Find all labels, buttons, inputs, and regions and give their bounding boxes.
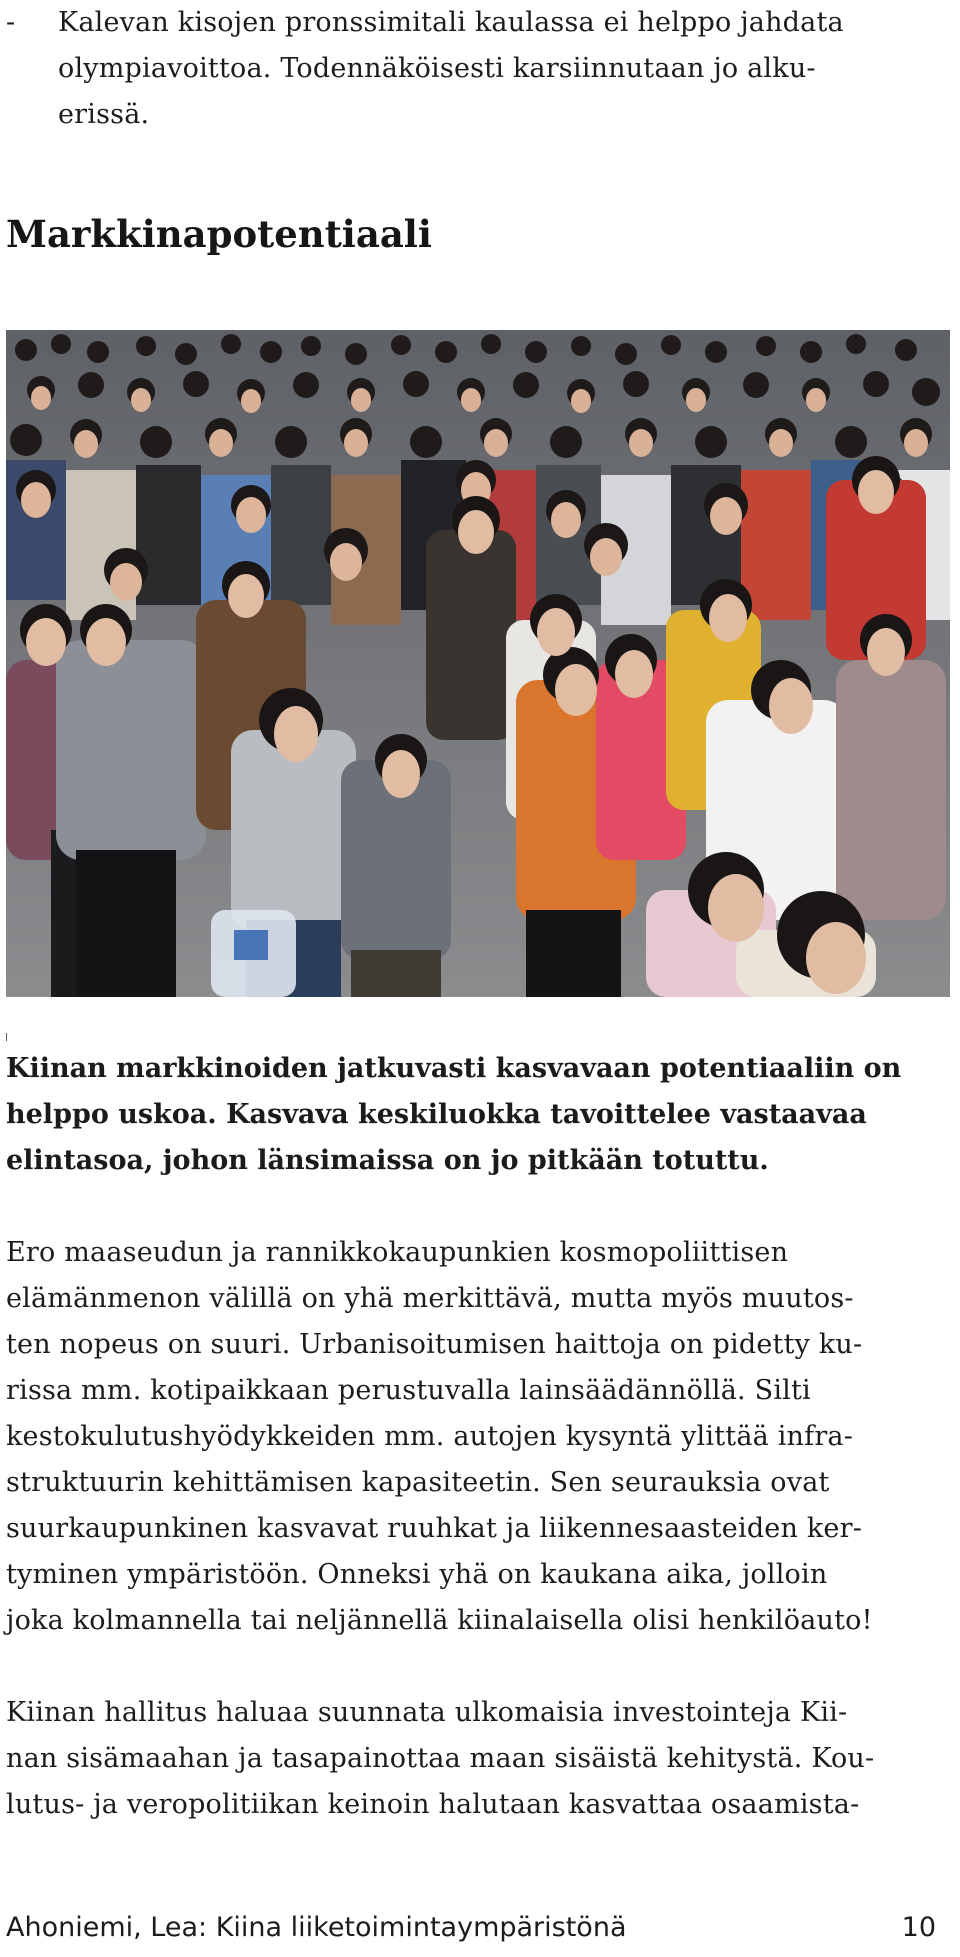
- lead-line: Kiinan markkinoiden jatkuvasti kasvavaan potentiaaliin on: [6, 1053, 902, 1084]
- crowd-photo: [6, 330, 950, 997]
- page-footer: [6, 1912, 936, 1943]
- body-paragraph-2: [6, 1690, 950, 1828]
- paragraph-line: ten nopeus on suuri. Urbanisoitumisen haittoja on pidetty ku-: [6, 1329, 863, 1360]
- paragraph-line: lutus- ja veropolitiikan keinoin halutaan kasvattaa osaamista-: [6, 1789, 860, 1820]
- paragraph-line: Kiinan hallitus haluaa suunnata ulkomaisia investointeja Kii-: [6, 1697, 848, 1728]
- paragraph-line: struktuurin kehittämisen kapasiteetin. Sen seurauksia ovat: [6, 1467, 830, 1498]
- lead-paragraph: [6, 1046, 950, 1184]
- page-mark: [6, 1033, 7, 1041]
- body-paragraph-1: [6, 1230, 950, 1644]
- paragraph-line: tyminen ympäristöön. Onneksi yhä on kaukana aika, jolloin: [6, 1559, 828, 1590]
- page-number: 10: [901, 1912, 936, 1943]
- section-heading: Markkinapotentiaali: [6, 212, 432, 256]
- paragraph-line: joka kolmannella tai neljännellä kiinalaisella olisi henkilöauto!: [6, 1605, 873, 1636]
- bullet-marker: -: [6, 7, 16, 38]
- bullet-line: olympiavoittoa. Todennäköisesti karsiinnutaan jo alku-: [58, 53, 816, 84]
- footer-citation: Ahoniemi, Lea: Kiina liiketoimintaympäristönä: [6, 1912, 627, 1943]
- paragraph-line: suurkaupunkinen kasvavat ruuhkat ja liikennesaasteiden ker-: [6, 1513, 863, 1544]
- bullet-text: [58, 0, 938, 138]
- bullet-line: Kalevan kisojen pronssimitali kaulassa ei helppo jahdata: [58, 7, 844, 38]
- crowd-photo-graphic: [6, 330, 950, 997]
- paragraph-line: elämänmenon välillä on yhä merkittävä, mutta myös muutos-: [6, 1283, 854, 1314]
- bullet-line: erissä.: [58, 99, 150, 130]
- lead-line: helppo uskoa. Kasvava keskiluokka tavoittelee vastaavaa: [6, 1099, 867, 1130]
- paragraph-line: rissa mm. kotipaikkaan perustuvalla lainsäädännöllä. Silti: [6, 1375, 811, 1406]
- paragraph-line: nan sisämaahan ja tasapainottaa maan sisäistä kehitystä. Kou-: [6, 1743, 875, 1774]
- paragraph-line: kestokulutushyödykkeiden mm. autojen kysyntä ylittää infra-: [6, 1421, 854, 1452]
- lead-line: elintasoa, johon länsimaissa on jo pitkään totuttu.: [6, 1145, 769, 1176]
- paragraph-line: Ero maaseudun ja rannikkokaupunkien kosmopoliittisen: [6, 1237, 789, 1268]
